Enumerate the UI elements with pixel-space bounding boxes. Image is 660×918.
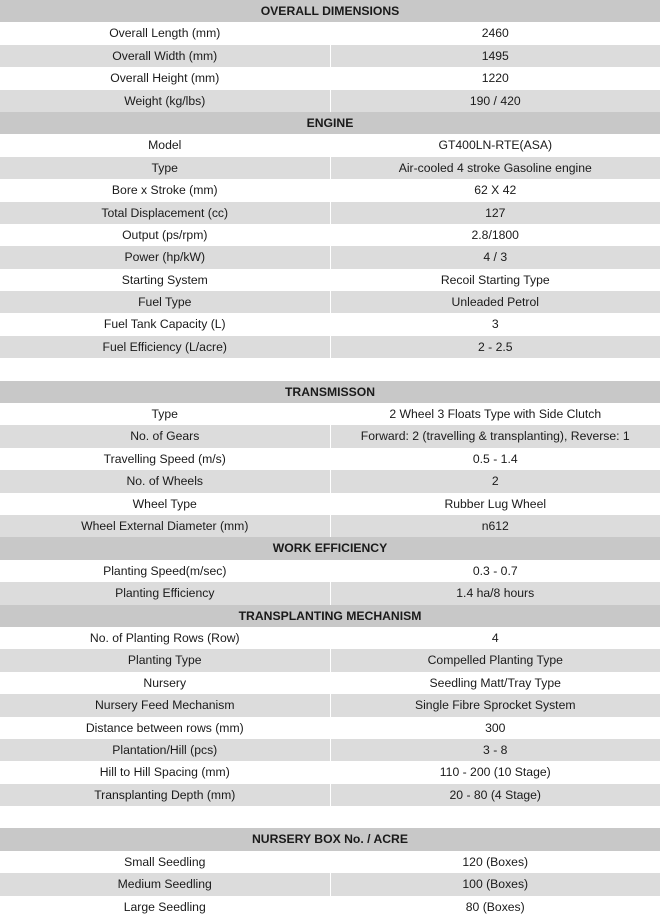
spec-value: 2 - 2.5 (331, 336, 660, 358)
spec-row (0, 224, 660, 246)
spec-label: Fuel Type (0, 291, 331, 313)
spec-label: Small Seedling (0, 851, 331, 873)
spec-label: Nursery (0, 672, 331, 694)
spec-value: 3 - 8 (331, 739, 660, 761)
spec-row (0, 90, 660, 112)
section-header: ENGINE (0, 112, 660, 134)
spec-label: No. of Gears (0, 425, 331, 447)
spec-value: Compelled Planting Type (331, 649, 660, 671)
spec-row (0, 336, 660, 358)
spec-row (0, 134, 660, 156)
spec-label: Hill to Hill Spacing (mm) (0, 761, 331, 783)
spec-label: Model (0, 134, 331, 156)
spec-label: Bore x Stroke (mm) (0, 179, 331, 201)
spec-label: Weight (kg/lbs) (0, 90, 331, 112)
spec-value: 0.5 - 1.4 (331, 448, 660, 470)
spec-label: Planting Speed(m/sec) (0, 560, 331, 582)
spec-label: Overall Width (mm) (0, 45, 331, 67)
spec-row (0, 873, 660, 895)
spec-label: Nursery Feed Mechanism (0, 694, 331, 716)
spec-row (0, 649, 660, 671)
spec-row (0, 179, 660, 201)
spec-row (0, 739, 660, 761)
spec-value: 4 / 3 (331, 246, 660, 268)
spec-row (0, 202, 660, 224)
spec-value: 1220 (331, 67, 660, 89)
spec-row (0, 896, 660, 918)
spec-value: n612 (331, 515, 660, 537)
spec-label: Large Seedling (0, 896, 331, 918)
spec-label: Transplanting Depth (mm) (0, 784, 331, 806)
spec-row (0, 45, 660, 67)
spec-row (0, 403, 660, 425)
spec-row (0, 582, 660, 604)
spec-label: Fuel Efficiency (L/acre) (0, 336, 331, 358)
spec-row (0, 515, 660, 537)
spec-value: 2460 (331, 22, 660, 44)
spec-row (0, 291, 660, 313)
spec-label: Output (ps/rpm) (0, 224, 331, 246)
section-header: NURSERY BOX No. / ACRE (0, 828, 660, 850)
spec-value: 110 - 200 (10 Stage) (331, 761, 660, 783)
spec-label: Planting Type (0, 649, 331, 671)
spec-label: No. of Planting Rows (Row) (0, 627, 331, 649)
spec-value: 1495 (331, 45, 660, 67)
spec-label: Planting Efficiency (0, 582, 331, 604)
spec-row (0, 67, 660, 89)
spec-value: 3 (331, 313, 660, 335)
spec-value: 127 (331, 202, 660, 224)
spec-value: 120 (Boxes) (331, 851, 660, 873)
spec-row (0, 269, 660, 291)
spec-label: Power (hp/kW) (0, 246, 331, 268)
spec-value: 1.4 ha/8 hours (331, 582, 660, 604)
spec-label: Fuel Tank Capacity (L) (0, 313, 331, 335)
spec-value: 4 (331, 627, 660, 649)
spec-label: Total Displacement (cc) (0, 202, 331, 224)
spec-label: Starting System (0, 269, 331, 291)
spec-label: Type (0, 403, 331, 425)
spec-row (0, 672, 660, 694)
spec-label: Wheel External Diameter (mm) (0, 515, 331, 537)
spec-label: Wheel Type (0, 493, 331, 515)
spec-label: Medium Seedling (0, 873, 331, 895)
spec-value: 2 Wheel 3 Floats Type with Side Clutch (331, 403, 660, 425)
spec-value: Single Fibre Sprocket System (331, 694, 660, 716)
spec-row (0, 560, 660, 582)
spec-row (0, 717, 660, 739)
section-spacer (0, 806, 660, 828)
section-header: WORK EFFICIENCY (0, 537, 660, 559)
spec-value: 62 X 42 (331, 179, 660, 201)
spec-value: GT400LN-RTE(ASA) (331, 134, 660, 156)
spec-value: Recoil Starting Type (331, 269, 660, 291)
spec-row (0, 246, 660, 268)
spec-label: Distance between rows (mm) (0, 717, 331, 739)
spec-value: 2.8/1800 (331, 224, 660, 246)
section-header: TRANSMISSON (0, 381, 660, 403)
spec-value: 20 - 80 (4 Stage) (331, 784, 660, 806)
spec-row (0, 470, 660, 492)
spec-row (0, 851, 660, 873)
spec-value: 190 / 420 (331, 90, 660, 112)
spec-label: No. of Wheels (0, 470, 331, 492)
spec-row (0, 784, 660, 806)
spec-row (0, 22, 660, 44)
spec-value: Seedling Matt/Tray Type (331, 672, 660, 694)
spec-row (0, 761, 660, 783)
spec-value: 0.3 - 0.7 (331, 560, 660, 582)
spec-label: Overall Length (mm) (0, 22, 331, 44)
spec-row (0, 157, 660, 179)
spec-row (0, 313, 660, 335)
spec-value: 80 (Boxes) (331, 896, 660, 918)
spec-value: Rubber Lug Wheel (331, 493, 660, 515)
spec-value: Air-cooled 4 stroke Gasoline engine (331, 157, 660, 179)
spec-label: Type (0, 157, 331, 179)
spec-value: Forward: 2 (travelling & transplanting), Reverse: 1 (331, 425, 660, 447)
spec-value: 2 (331, 470, 660, 492)
spec-label: Travelling Speed (m/s) (0, 448, 331, 470)
spec-row (0, 694, 660, 716)
spec-value: Unleaded Petrol (331, 291, 660, 313)
spec-row (0, 493, 660, 515)
section-header: TRANSPLANTING MECHANISM (0, 605, 660, 627)
spec-value: 300 (331, 717, 660, 739)
section-spacer (0, 358, 660, 380)
spec-row (0, 627, 660, 649)
spec-value: 100 (Boxes) (331, 873, 660, 895)
spec-label: Plantation/Hill (pcs) (0, 739, 331, 761)
spec-label: Overall Height (mm) (0, 67, 331, 89)
spec-row (0, 448, 660, 470)
spec-row (0, 425, 660, 447)
section-header: OVERALL DIMENSIONS (0, 0, 660, 22)
